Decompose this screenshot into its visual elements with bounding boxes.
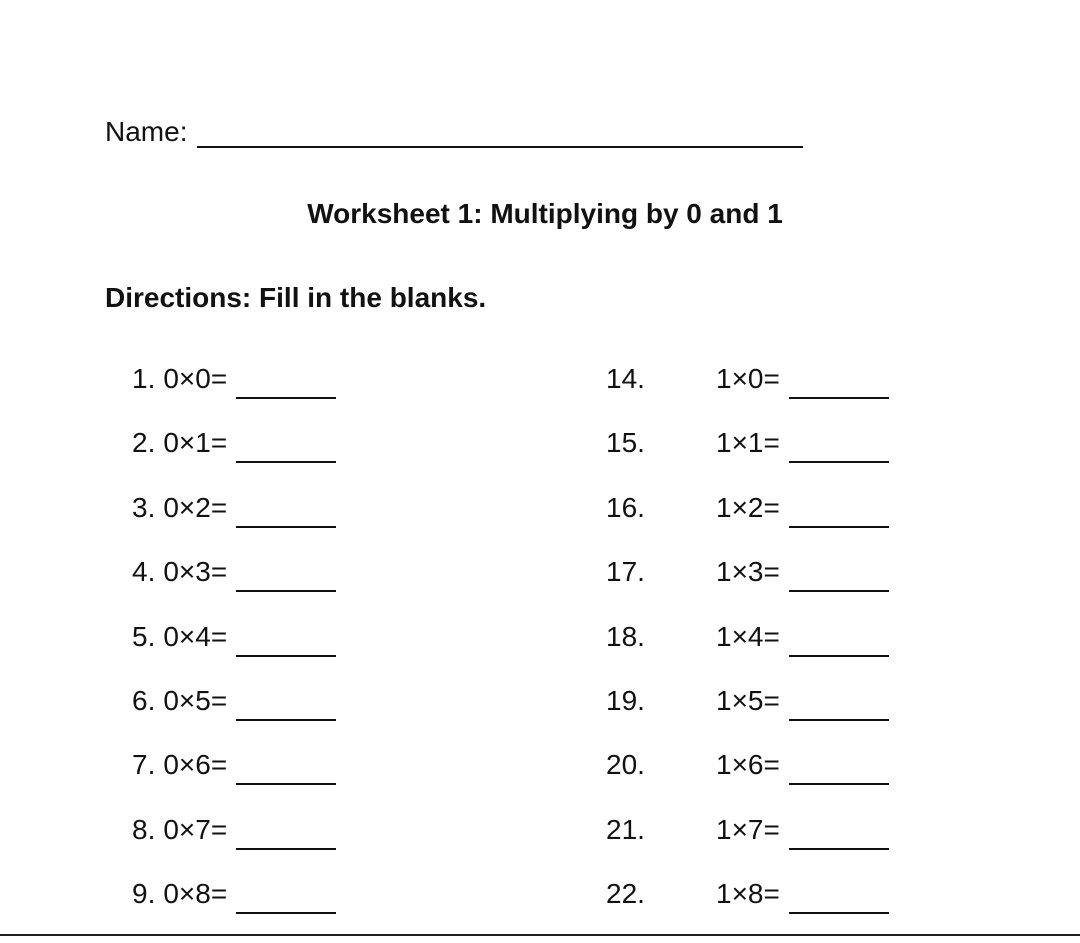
- problem-row: [606, 556, 889, 620]
- problem-number: 2.: [132, 427, 156, 459]
- answer-blank[interactable]: [789, 556, 889, 592]
- problem-number: 19.: [606, 684, 645, 716]
- page-bottom-border: [0, 934, 1080, 936]
- answer-blank[interactable]: [789, 621, 889, 657]
- problem-row: [606, 427, 889, 491]
- problem-row: [132, 685, 336, 749]
- problem-expression: 1×3=: [716, 556, 780, 588]
- problem-number: 20.: [606, 749, 645, 781]
- problem-number: 18.: [606, 620, 645, 652]
- name-blank-line[interactable]: [197, 116, 803, 148]
- problem-row: [606, 749, 889, 813]
- problem-number: 9.: [132, 878, 156, 910]
- problem-expression: 0×6=: [163, 749, 228, 781]
- answer-blank[interactable]: [789, 492, 889, 528]
- problem-row: [132, 492, 336, 556]
- problem-number: 16.: [606, 491, 645, 523]
- problem-expression: 0×8=: [163, 878, 228, 910]
- name-row: [105, 116, 803, 148]
- problem-row: [606, 814, 889, 878]
- problem-expression: 1×4=: [716, 620, 780, 652]
- worksheet-title: Worksheet 1: Multiplying by 0 and 1: [307, 198, 783, 229]
- problem-expression: 0×4=: [163, 620, 228, 652]
- problem-row: [132, 427, 336, 491]
- problem-row: [606, 363, 889, 427]
- problem-expression: 1×0=: [716, 363, 780, 394]
- answer-blank[interactable]: [236, 814, 336, 850]
- problem-number: 6.: [132, 684, 156, 716]
- problem-row: [132, 363, 336, 427]
- answer-blank[interactable]: [236, 492, 336, 528]
- answer-blank[interactable]: [789, 749, 889, 785]
- problem-expression: 1×5=: [716, 684, 780, 716]
- problem-number: 1.: [132, 363, 156, 394]
- problem-number: 7.: [132, 749, 156, 781]
- problem-expression: 0×0=: [163, 363, 228, 394]
- problem-expression: 0×2=: [163, 491, 228, 523]
- answer-blank[interactable]: [236, 685, 336, 721]
- problem-number: 17.: [606, 556, 645, 588]
- answer-blank[interactable]: [789, 427, 889, 463]
- problem-row: [606, 685, 889, 749]
- answer-blank[interactable]: [236, 621, 336, 657]
- problem-expression: 0×3=: [163, 556, 228, 588]
- name-label: Name:: [105, 116, 188, 147]
- problem-row: [132, 556, 336, 620]
- problem-expression: 1×8=: [716, 878, 780, 910]
- problem-number: 8.: [132, 813, 156, 845]
- problem-expression: 0×1=: [163, 427, 228, 459]
- left-problem-column: [132, 363, 336, 943]
- problem-number: 21.: [606, 813, 645, 845]
- answer-blank[interactable]: [789, 878, 889, 914]
- answer-blank[interactable]: [236, 878, 336, 914]
- answer-blank[interactable]: [236, 556, 336, 592]
- answer-blank[interactable]: [789, 685, 889, 721]
- problem-number: 14.: [606, 363, 645, 394]
- problem-expression: 1×2=: [716, 491, 780, 523]
- right-problem-column: [606, 363, 889, 943]
- problem-expression: 1×6=: [716, 749, 780, 781]
- answer-blank[interactable]: [789, 814, 889, 850]
- problem-number: 22.: [606, 878, 645, 910]
- problem-row: [606, 621, 889, 685]
- problem-row: [132, 878, 336, 942]
- problem-row: [132, 814, 336, 878]
- problem-row: [606, 492, 889, 556]
- problem-expression: 1×7=: [716, 813, 780, 845]
- answer-blank[interactable]: [236, 749, 336, 785]
- directions-text: Directions: Fill in the blanks.: [105, 282, 487, 313]
- problem-row: [132, 621, 336, 685]
- problem-number: 5.: [132, 620, 156, 652]
- problem-row: [606, 878, 889, 942]
- problem-number: 3.: [132, 491, 156, 523]
- answer-blank[interactable]: [236, 427, 336, 463]
- problem-row: [132, 749, 336, 813]
- problem-expression: 0×5=: [163, 684, 228, 716]
- problem-expression: 1×1=: [716, 427, 780, 459]
- problem-number: 15.: [606, 427, 645, 459]
- problem-expression: 0×7=: [163, 813, 228, 845]
- answer-blank[interactable]: [236, 363, 336, 399]
- problem-number: 4.: [132, 556, 156, 588]
- answer-blank[interactable]: [789, 363, 889, 399]
